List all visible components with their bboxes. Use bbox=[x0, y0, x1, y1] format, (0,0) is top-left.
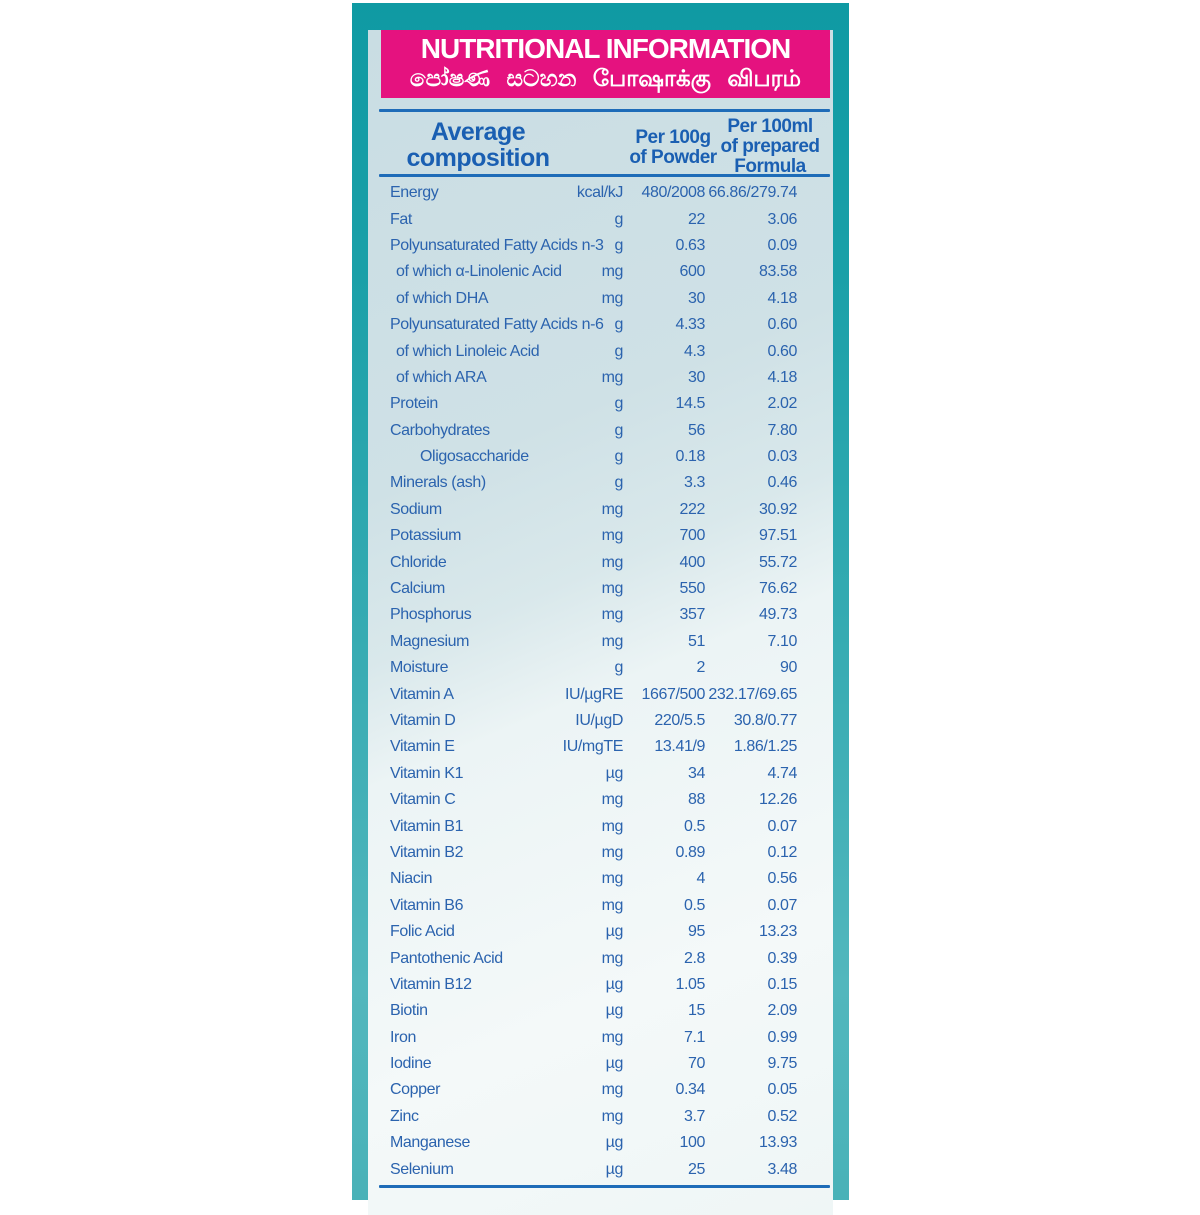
value-per-100g-powder: 95 bbox=[688, 923, 705, 941]
nutrient-name: Iodine bbox=[390, 1055, 432, 1073]
value-per-100ml-formula: 97.51 bbox=[758, 527, 797, 545]
label-subtitle-sinhala-tamil: පෝෂණ සටහන போஷாக்கு விபரம் bbox=[409, 65, 802, 91]
table-row bbox=[368, 655, 833, 681]
value-per-100ml-formula: 1.86/1.25 bbox=[733, 738, 797, 756]
nutrient-unit: mg bbox=[601, 1081, 623, 1099]
value-per-100g-powder: 0.5 bbox=[683, 817, 705, 835]
table-row bbox=[368, 1130, 833, 1156]
nutrient-name: Carbohydrates bbox=[390, 421, 490, 439]
table-row bbox=[368, 1077, 833, 1103]
table-row bbox=[368, 945, 833, 971]
table-row bbox=[368, 813, 833, 839]
value-per-100g-powder: 3.7 bbox=[683, 1107, 705, 1125]
nutrient-unit: µg bbox=[605, 1134, 623, 1152]
value-per-100ml-formula: 49.73 bbox=[758, 606, 797, 624]
value-per-100ml-formula: 0.05 bbox=[767, 1081, 797, 1099]
nutrient-unit: mg bbox=[601, 368, 623, 386]
nutrient-unit: IU/µgD bbox=[575, 712, 623, 729]
nutrient-unit: IU/mgTE bbox=[562, 738, 623, 756]
table-row bbox=[368, 259, 833, 285]
nutrient-name: Iron bbox=[390, 1028, 416, 1046]
column-header-line: Average bbox=[430, 118, 526, 146]
nutrient-unit: mg bbox=[601, 606, 623, 624]
nutrient-unit: g bbox=[614, 659, 623, 677]
nutrient-unit: mg bbox=[601, 870, 623, 888]
value-per-100g-powder: 4.3 bbox=[683, 342, 705, 360]
value-per-100g-powder: 88 bbox=[688, 791, 705, 809]
table-row bbox=[368, 919, 833, 945]
nutrient-unit: µg bbox=[605, 1160, 623, 1178]
table-row bbox=[368, 549, 833, 575]
value-per-100ml-formula: 0.07 bbox=[767, 896, 797, 914]
value-per-100g-powder: 30 bbox=[688, 289, 705, 307]
nutrient-name: Polyunsaturated Fatty Acids n-6 bbox=[390, 316, 604, 334]
table-row bbox=[368, 312, 833, 338]
value-per-100ml-formula: 3.48 bbox=[767, 1160, 797, 1178]
nutrient-unit: IU/µgRE bbox=[565, 685, 623, 703]
value-per-100g-powder: 1.05 bbox=[675, 975, 705, 993]
nutrient-name: Biotin bbox=[390, 1002, 428, 1020]
nutrient-name: of which DHA bbox=[396, 289, 489, 307]
divider-bottom bbox=[379, 1185, 830, 1188]
nutrient-name: Minerals (ash) bbox=[390, 474, 486, 492]
value-per-100g-powder: 0.5 bbox=[683, 896, 705, 914]
nutrient-unit: kcal/kJ bbox=[576, 184, 623, 202]
table-row bbox=[368, 180, 833, 206]
value-per-100ml-formula: 0.03 bbox=[767, 448, 797, 466]
table-row bbox=[368, 761, 833, 787]
nutrient-unit: µg bbox=[605, 975, 623, 993]
nutrient-unit: mg bbox=[601, 1028, 623, 1046]
nutrient-unit: mg bbox=[601, 632, 623, 650]
value-per-100ml-formula: 0.09 bbox=[767, 236, 797, 254]
nutrient-name: Vitamin E bbox=[390, 738, 455, 756]
nutrient-name: Oligosaccharide bbox=[420, 448, 529, 466]
nutrient-name: Protein bbox=[390, 395, 438, 413]
value-per-100g-powder: 13.41/9 bbox=[654, 738, 705, 756]
value-per-100g-powder: 1667/500 bbox=[641, 685, 705, 703]
value-per-100g-powder: 550 bbox=[679, 580, 705, 598]
column-header-line: Formula bbox=[734, 156, 806, 177]
value-per-100g-powder: 7.1 bbox=[683, 1028, 705, 1046]
nutrient-name: Chloride bbox=[390, 553, 447, 571]
table-row bbox=[368, 602, 833, 628]
nutrition-label-panel bbox=[352, 3, 849, 1200]
value-per-100ml-formula: 13.23 bbox=[758, 923, 797, 941]
nutrient-name: Energy bbox=[390, 184, 439, 202]
nutrient-unit: g bbox=[614, 448, 623, 466]
nutrient-unit: mg bbox=[601, 1107, 623, 1125]
nutrient-unit: g bbox=[614, 395, 623, 413]
nutrient-name: Moisture bbox=[390, 659, 449, 677]
table-row bbox=[368, 576, 833, 602]
value-per-100ml-formula: 2.09 bbox=[767, 1002, 797, 1020]
value-per-100g-powder: 4.33 bbox=[675, 316, 705, 334]
table-row bbox=[368, 972, 833, 998]
nutrient-unit: mg bbox=[601, 289, 623, 307]
value-per-100g-powder: 22 bbox=[688, 210, 705, 228]
value-per-100ml-formula: 90 bbox=[780, 659, 797, 677]
nutrient-unit: g bbox=[614, 421, 623, 439]
value-per-100g-powder: 30 bbox=[688, 368, 705, 386]
nutrient-unit: mg bbox=[601, 263, 623, 281]
column-header-line: of Powder bbox=[629, 147, 717, 168]
value-per-100g-powder: 600 bbox=[679, 263, 705, 281]
value-per-100g-powder: 3.3 bbox=[683, 474, 705, 492]
value-per-100ml-formula: 7.10 bbox=[767, 632, 797, 650]
nutrient-name: Selenium bbox=[390, 1160, 454, 1178]
table-row bbox=[368, 497, 833, 523]
value-per-100ml-formula: 12.26 bbox=[758, 791, 797, 809]
table-row bbox=[368, 1156, 833, 1182]
value-per-100g-powder: 100 bbox=[679, 1134, 705, 1152]
nutrient-unit: g bbox=[614, 316, 623, 334]
nutrient-name: Vitamin C bbox=[390, 791, 456, 809]
table-row bbox=[368, 1051, 833, 1077]
value-per-100g-powder: 0.89 bbox=[675, 843, 705, 861]
table-row bbox=[368, 840, 833, 866]
label-background bbox=[368, 30, 833, 1215]
value-per-100ml-formula: 0.46 bbox=[767, 474, 797, 492]
value-per-100ml-formula: 3.06 bbox=[767, 210, 797, 228]
value-per-100ml-formula: 0.07 bbox=[767, 817, 797, 835]
table-row bbox=[368, 629, 833, 655]
nutrient-unit: mg bbox=[601, 843, 623, 861]
value-per-100g-powder: 70 bbox=[688, 1055, 705, 1073]
nutrient-name: Vitamin B2 bbox=[390, 843, 464, 861]
table-row bbox=[368, 523, 833, 549]
table-row bbox=[368, 233, 833, 259]
nutrient-name: Folic Acid bbox=[390, 923, 455, 941]
value-per-100ml-formula: 66.86/279.74 bbox=[708, 184, 797, 202]
value-per-100g-powder: 700 bbox=[679, 527, 705, 545]
table-row bbox=[368, 708, 833, 734]
value-per-100g-powder: 15 bbox=[688, 1002, 705, 1020]
nutrient-name: Fat bbox=[390, 210, 412, 228]
nutrient-name: Magnesium bbox=[390, 632, 470, 650]
value-per-100g-powder: 0.63 bbox=[675, 236, 705, 254]
value-per-100ml-formula: 0.99 bbox=[767, 1028, 797, 1046]
nutrient-unit: mg bbox=[601, 949, 623, 967]
value-per-100ml-formula: 0.60 bbox=[767, 316, 797, 334]
table-row bbox=[368, 286, 833, 312]
table-row bbox=[368, 998, 833, 1024]
value-per-100ml-formula: 30.92 bbox=[758, 500, 797, 518]
value-per-100ml-formula: 0.12 bbox=[767, 843, 797, 861]
nutrient-name: Sodium bbox=[390, 500, 442, 518]
value-per-100g-powder: 51 bbox=[688, 632, 705, 650]
table-row bbox=[368, 734, 833, 760]
value-per-100ml-formula: 0.52 bbox=[767, 1107, 797, 1125]
table-row bbox=[368, 893, 833, 919]
value-per-100ml-formula: 4.18 bbox=[767, 368, 797, 386]
value-per-100ml-formula: 55.72 bbox=[758, 553, 797, 571]
value-per-100ml-formula: 4.74 bbox=[767, 764, 797, 782]
value-per-100g-powder: 4 bbox=[696, 870, 705, 888]
nutrient-name: Phosphorus bbox=[390, 606, 472, 624]
nutrient-unit: mg bbox=[601, 896, 623, 914]
nutrient-name: Copper bbox=[390, 1081, 441, 1099]
nutrient-name: Niacin bbox=[390, 870, 433, 888]
value-per-100ml-formula: 4.18 bbox=[767, 289, 797, 307]
nutrient-unit: mg bbox=[601, 580, 623, 598]
nutrient-unit: µg bbox=[605, 764, 623, 782]
value-per-100ml-formula: 13.93 bbox=[758, 1134, 797, 1152]
nutrient-unit: g bbox=[614, 236, 623, 254]
value-per-100ml-formula: 0.56 bbox=[767, 870, 797, 888]
nutrient-unit: µg bbox=[605, 1055, 623, 1073]
value-per-100g-powder: 2 bbox=[696, 659, 705, 677]
value-per-100ml-formula: 30.8/0.77 bbox=[733, 712, 797, 729]
nutrient-unit: mg bbox=[601, 527, 623, 545]
value-per-100g-powder: 56 bbox=[688, 421, 705, 439]
table-row bbox=[368, 444, 833, 470]
value-per-100g-powder: 25 bbox=[688, 1160, 705, 1178]
table-row bbox=[368, 1104, 833, 1130]
nutrient-unit: mg bbox=[601, 817, 623, 835]
value-per-100g-powder: 0.18 bbox=[675, 448, 705, 466]
value-per-100ml-formula: 9.75 bbox=[767, 1055, 797, 1073]
value-per-100g-powder: 14.5 bbox=[675, 395, 705, 413]
table-row bbox=[368, 1025, 833, 1051]
value-per-100g-powder: 220/5.5 bbox=[654, 712, 705, 729]
nutrient-name: Vitamin A bbox=[390, 685, 454, 703]
title-banner bbox=[381, 30, 830, 98]
value-per-100g-powder: 400 bbox=[679, 553, 705, 571]
column-header-line: composition bbox=[406, 144, 550, 172]
column-header-per-100ml-formula bbox=[712, 117, 828, 177]
value-per-100g-powder: 357 bbox=[679, 606, 705, 624]
table-header bbox=[368, 112, 833, 177]
value-per-100ml-formula: 7.80 bbox=[767, 421, 797, 439]
nutrient-name: of which ARA bbox=[396, 368, 487, 386]
nutrient-name: Zinc bbox=[390, 1107, 419, 1125]
table-row bbox=[368, 418, 833, 444]
value-per-100g-powder: 34 bbox=[688, 764, 705, 782]
table-row bbox=[368, 365, 833, 391]
label-title: NUTRITIONAL INFORMATION bbox=[420, 33, 791, 64]
column-header-line: Per 100g bbox=[635, 127, 711, 148]
nutrient-unit: µg bbox=[605, 1002, 623, 1020]
column-header-average-composition bbox=[378, 119, 578, 171]
nutrient-name: Vitamin K1 bbox=[390, 764, 464, 782]
value-per-100ml-formula: 76.62 bbox=[758, 580, 797, 598]
value-per-100ml-formula: 83.58 bbox=[758, 263, 797, 281]
value-per-100g-powder: 480/2008 bbox=[641, 184, 705, 202]
value-per-100g-powder: 222 bbox=[679, 500, 705, 518]
value-per-100ml-formula: 232.17/69.65 bbox=[708, 685, 797, 703]
nutrition-rows bbox=[368, 180, 833, 1183]
column-header-line: of prepared bbox=[720, 136, 820, 157]
nutrient-name: Pantothenic Acid bbox=[390, 949, 503, 967]
nutrient-name: of which α-Linolenic Acid bbox=[396, 263, 562, 281]
nutrient-name: Polyunsaturated Fatty Acids n-3 bbox=[390, 236, 604, 254]
value-per-100ml-formula: 0.39 bbox=[767, 949, 797, 967]
column-header-line: Per 100ml bbox=[727, 116, 813, 137]
table-row bbox=[368, 787, 833, 813]
nutrient-name: Potassium bbox=[390, 527, 462, 545]
nutrient-unit: µg bbox=[605, 923, 623, 941]
nutrient-unit: mg bbox=[601, 500, 623, 518]
nutrient-name: Manganese bbox=[390, 1134, 471, 1152]
nutrient-name: Vitamin B6 bbox=[390, 896, 464, 914]
value-per-100ml-formula: 0.15 bbox=[767, 975, 797, 993]
value-per-100g-powder: 0.34 bbox=[675, 1081, 705, 1099]
nutrient-name: Calcium bbox=[390, 580, 445, 598]
table-row bbox=[368, 470, 833, 496]
table-row bbox=[368, 206, 833, 232]
nutrient-name: Vitamin D bbox=[390, 712, 456, 729]
table-row bbox=[368, 391, 833, 417]
nutrient-unit: g bbox=[614, 342, 623, 360]
nutrient-unit: g bbox=[614, 474, 623, 492]
column-header-per-100g-powder bbox=[621, 128, 725, 168]
nutrient-unit: mg bbox=[601, 553, 623, 571]
nutrient-name: of which Linoleic Acid bbox=[396, 342, 540, 360]
table-row bbox=[368, 866, 833, 892]
nutrient-unit: mg bbox=[601, 791, 623, 809]
nutrient-name: Vitamin B1 bbox=[390, 817, 464, 835]
table-row bbox=[368, 681, 833, 707]
nutrient-unit: g bbox=[614, 210, 623, 228]
value-per-100ml-formula: 0.60 bbox=[767, 342, 797, 360]
value-per-100ml-formula: 2.02 bbox=[767, 395, 797, 413]
value-per-100g-powder: 2.8 bbox=[683, 949, 705, 967]
nutrient-name: Vitamin B12 bbox=[390, 975, 472, 993]
table-row bbox=[368, 338, 833, 364]
